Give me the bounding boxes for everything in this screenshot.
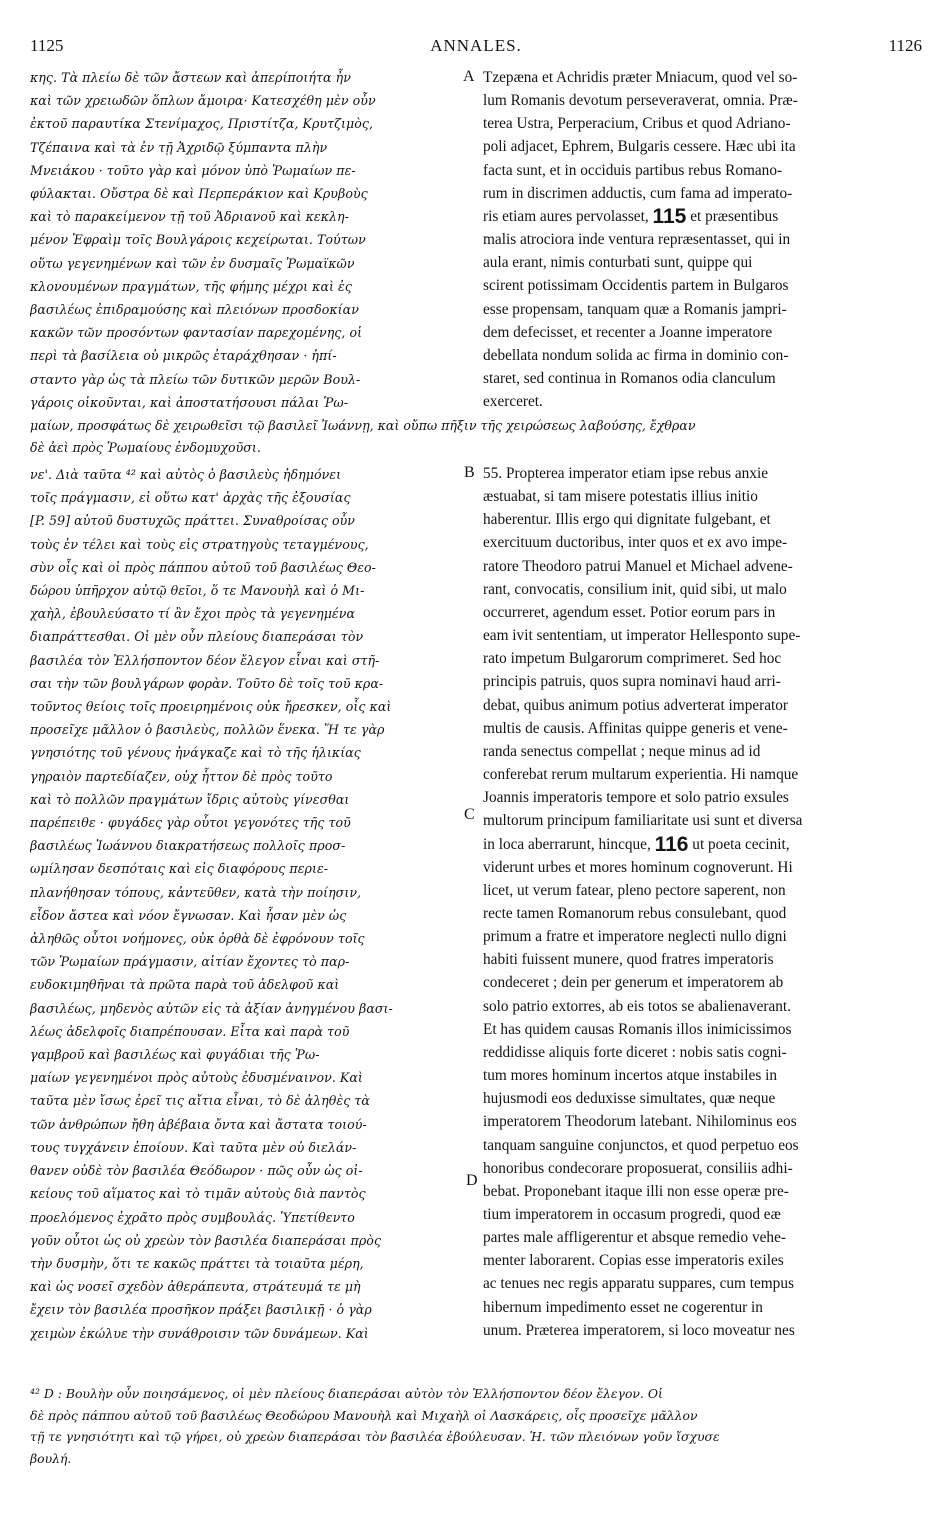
greek-text-line: σαι τὴν τῶν βουλγάρων φορὰν. Τοῦτο δὲ τοῖς τοῦ κρα- [30,675,384,691]
page-number-right: 1126 [888,36,922,55]
latin-text-line: debat, quibus animum potius adverterat imperator [483,696,789,714]
latin-text-line: poli adjacet, Ephrem, Bulgaris cessere. Hæc ubi ita [483,138,796,156]
latin-text-line: principis patruis, quos supra nominavi haud arri- [483,673,781,691]
latin-text-line: habiti fuissent munere, quod fratres imperatoris [483,951,774,969]
latin-text-line: unum. Præterea imperatorem, si loco moveatur nes [483,1321,795,1339]
margin-letter-c: C [464,806,475,823]
footnote-line: τῇ τε γνησιότητι καὶ τῷ γήρει, οὐ χρεὼν διαπεράσαι τὸν βασιλέα ἐβούλευσαν. Ἡ. τῶν πλειόνων γοῦν ἴσχυσε [30,1429,720,1444]
latin-text-line: recte tamen Romanorum rebus consulebant, quod [483,904,787,922]
latin-text-line: Tzepæna et Achridis præter Mniacum, quod vel so- [483,69,798,86]
footnote-line: δὲ πρὸς πάππου αὐτοῦ τοῦ βασιλέως Θεοδώρου Μανουὴλ καὶ Μιχαὴλ οἱ Λασκάρεις, οἷς προσεῖχε μᾶλλον [30,1407,698,1423]
greek-text-line: βασιλέα τὸν Ἑλλήσποντον δέον ἔλεγον εἶναι καὶ στῆ- [30,652,380,668]
greek-text-line: χαὴλ, ἐβουλεύσατο τί ἂν ἔχοι πρὸς τὰ γεγενημένα [30,606,355,622]
greek-text-line: ἔχειν τὸν βασιλέα προσῆκον πράξει βασιλικῇ · ὁ γὰρ [30,1302,372,1318]
latin-text-line: malis atrociora inde ventura repræsentasset, qui in [483,231,791,249]
greek-text-line: οὕτω γεγενημένων καὶ τῶν ἐν δυσμαῖς Ῥωμαϊκῶν [30,255,355,271]
edition-page-number: 116 [654,832,689,856]
latin-text-line: aula erant, nimis conturbati sunt, quippe qui [483,254,753,272]
latin-text-line: Et has quidem causas Romanis illos inimicissimos [483,1020,792,1038]
greek-text-line: φύλακται. Οὔστρα δὲ καὶ Περπεράκιον καὶ Κρυβοὺς [30,186,368,202]
greek-text-line: παρέπειθε · φυγάδες γὰρ οὗτοι γεγονότες τῆς τοῦ [30,815,351,831]
latin-text-line: haberentur. Illis ergo qui dignitate fulgebant, et [483,511,771,529]
latin-text-line: debellata nondum solida ac firma in dominio con- [483,346,789,364]
latin-text-line: terea Ustra, Perperacium, Cribus et quod Adriano- [483,115,791,133]
greek-text-line: μαίων γεγενημένοι πρὸς αὐτοὺς ἐδυσμέναινον. Καὶ [30,1070,363,1086]
latin-text-line: eam ivit sententiam, ut imperator Hellesponto supe- [483,627,801,645]
latin-text-line: rum in discrimen adductis, cum fama ad imperato- [483,184,793,202]
latin-column-bottom [483,462,923,1342]
latin-text-line: exercituum ductoribus, inter quos et ex avo impe- [483,534,788,552]
latin-text-line [483,833,923,856]
latin-text-line: imperatorem Theodorum latebant. Nihilominus eos [483,1113,797,1131]
footnote [30,1383,922,1469]
greek-text-line: κης. Τὰ πλείω δὲ τῶν ἄστεων καὶ ἀπερίποιήτα ἦν [30,70,351,85]
greek-text-line: βασιλέως Ἰωάννου διακρατήσεως πολλοῖς προσ- [30,838,346,854]
greek-text-line: εἶδον ἄστεα καὶ νόον ἔγνωσαν. Καὶ ἦσαν μὲν ὡς [30,907,347,923]
greek-text-line: τῶν ἀνθρώπων ἤθη ἀβέβαια ὄντα καὶ ἄστατα τοιού- [30,1116,367,1132]
page-number-left: 1125 [30,36,64,55]
latin-text-line: tum mores hominum incertos atque instabiles in [483,1067,777,1085]
latin-text-line: rato impetum Bulgarorum comprimeret. Sed hoc [483,650,782,668]
latin-text-line: hujusmodi eos deduxisse simultates, quæ neque [483,1090,776,1108]
latin-text-line: multis de causis. Affinitas quippe generis et vene- [483,719,788,737]
greek-spanning-line: δὲ ἀεὶ πρὸς Ῥωμαίους ἐνδομυχοῦσι. [30,440,261,455]
greek-text-line: γάροις οἰκοῦνται, καὶ ἀποστατήσουσι πάλαι Ῥω- [30,394,349,410]
latin-text-line: reddidisse aliquis forte diceret : nobis satis cogni- [483,1043,787,1061]
latin-text-line: Joannis imperatoris tempore et solo patrio exsules [483,789,789,807]
greek-text-line: θανεν οὐδὲ τὸν βασιλέα Θεόδωρον · πῶς οὖν ὡς οἰ- [30,1163,363,1179]
greek-text-line: μένον Ἐφραὶμ τοῖς Βουλγάροις κεχείρωται. Τούτων [30,232,366,248]
latin-text-line: tanquam sanguine conjunctos, et quod perpetuo eos [483,1136,799,1154]
footnote-line: βουλή. [30,1450,72,1466]
latin-text-line: tium imperatorem in occasum progredi, quod eæ [483,1206,781,1223]
greek-text-line: Μνειάκου · τοῦτο γὰρ καὶ μόνον ὑπὸ Ῥωμαίων πε- [30,162,356,178]
greek-text-line: ἐκτοῦ παραυτίκα Στενίμαχος, Πριστίτζα, Κρυτζιμὸς, [30,116,374,132]
margin-letter-d: D [466,1172,478,1189]
greek-text-line: καὶ τὸ πολλῶν πραγμάτων ἴδρις αὐτοὺς γίνεσθαι [30,791,350,807]
greek-column-bottom [30,463,474,1345]
latin-text-line: menter laborarent. Copias esse imperatoris exiles [483,1252,784,1270]
latin-text-line: solo patrio extorres, ab eis totos se abalienaverant. [483,997,791,1015]
latin-text-line: lum Romanis devotum perseveraverat, omnia. Præ- [483,92,798,110]
latin-text-line: occurreret, agendum esset. Potior eorum pars in [483,603,776,621]
greek-text-line: περὶ τὰ βασίλεια οὐ μικρῶς ἐταράχθησαν · ἠπί- [30,348,337,364]
latin-text-line: viderunt urbes et mores hominum cognoverunt. Hi [483,858,793,876]
greek-text-line: γνησιότης τοῦ γένους ἠνάγκαζε καὶ τὸ τῆς ἡλικίας [30,745,361,761]
greek-text-line: γηραιὸν παρτεδίαζεν, οὐχ ἧττον δὲ πρὸς τοῦτο [30,768,333,784]
latin-text-line: ratore Theodoro patrui Manuel et Michael advene- [483,557,793,575]
greek-text-line: χειμὼν ἐκώλυε τὴν συνάθροισιν τῶν δυνάμεων. Καὶ [30,1325,369,1341]
greek-text-line: ωμίλησαν δεσπόταις καὶ εἰς διαφόρους περιε- [30,861,329,877]
greek-text-line: κλονουμένων πραγμάτων, τῆς φήμης μέχρι καὶ ἐς [30,278,352,294]
latin-text-line-text: et præsentibus [686,207,779,225]
latin-text-line-text: ut poeta cecinit, [688,835,790,853]
greek-text-line: λέως ἀδελφοῖς διαπρέπουσαν. Εἶτα καὶ παρὰ τοῦ [30,1023,350,1039]
latin-text-line: randa senectus compellat ; neque minus ad id [483,742,761,760]
margin-letter-b: B [464,464,475,481]
greek-text-line: γοῦν οὗτοι ὡς οὐ χρεὼν τὸν βασιλέα διαπεράσαι πρὸς [30,1232,382,1248]
greek-text-line: σταντο γὰρ ὡς τὰ πλείω τῶν δυτικῶν μερῶν Βουλ- [30,371,361,387]
latin-text-line: honoribus condecorare proposuerat, consiliis adhi- [483,1159,793,1177]
greek-text-line: προσεῖχε μᾶλλον ὁ βασιλεὺς, πολλῶν ἕνεκα. Ἥ τε γὰρ [30,722,385,738]
greek-column-top [30,66,474,414]
latin-text-line: conferebat rerum multarum experientia. Hi namque [483,766,799,784]
latin-text-line: staret, sed continua in Romanos odia clanculum [483,370,776,388]
latin-text-line-text: in loca aberrarunt, hincque, [483,835,655,853]
latin-column-top [483,66,923,413]
latin-text-line: bebat. Proponebant itaque illi non esse operæ pre- [483,1182,789,1200]
latin-text-line: licet, ut verum fatear, pleno pectore saperent, non [483,881,786,899]
greek-text-line: Τζέπαινα καὶ τὰ ἐν τῇ Ἀχριδῷ ξύμπαντα πλὴν [30,139,328,155]
latin-text-line: primum a fratre et imperatore neglecti nullo digni [483,928,787,946]
greek-text-line: πλανήθησαν τόπους, κἀντεῦθεν, κατὰ τὴν ποίησιν, [30,884,362,900]
latin-text-line: dem defecisset, et recenter a Joanne imperatore [483,323,773,341]
latin-text-line: esse propensam, tanquam quæ a Romanis jampri- [483,300,787,318]
running-header [30,36,922,60]
greek-text-line: [P. 59] αὐτοῦ δυστυχῶς πράττει. Συναθροίσας οὖν [30,513,356,529]
latin-text-line: rant, convocatis, consilium init, quid sibi, ut malo [483,580,787,598]
latin-text-line-text: ris etiam aures pervolasset, [483,207,653,225]
greek-text-line: νε'. Διὰ ταῦτα ⁴² καὶ αὐτὸς ὁ βασιλεὺς ἠδημόνει [30,467,342,482]
greek-text-line: ταῦτα μὲν ἴσως ἐρεῖ τις αἴτια εἶναι, τὸ δὲ ἀληθὲς τὰ [30,1093,370,1109]
greek-text-line: βασιλέως, μηδενὸς αὐτῶν εἰς τὰ ἀξίαν ἀνηγμένου βασι- [30,1000,393,1016]
greek-text-line: τὴν δυσμὴν, ὅτι τε κακῶς πράττει τὰ τοιαῦτα μέρη, [30,1255,364,1271]
greek-text-line: τοῖς πράγμασιν, εἰ οὕτω κατ' ἀρχὰς τῆς ἐξουσίας [30,490,351,506]
greek-text-line: τοῦντος θείοις τοῖς προειρημένοις οὐκ ἤρεσκεν, οἷς καὶ [30,699,392,715]
greek-text-line: κείους τοῦ αἵματος καὶ τὸ τιμᾶν αὐτοὺς διὰ παντὸς [30,1186,366,1202]
greek-text-line: κακῶν τῶν προσόντων φαντασίαν παρεχομένης, οἱ [30,325,363,341]
greek-text-line: προελόμενος ἐχρᾶτο πρὸς συμβουλάς. Ὑπετίθεντο [30,1209,355,1225]
running-title: ANNALES. [430,36,522,55]
greek-text-line: καὶ ὡς νοσεῖ σχεδὸν ἀθεράπευτα, στράτευμά τε μὴ [30,1279,361,1295]
latin-text-line: hibernum impedimento esset ne cogerentur in [483,1298,763,1316]
latin-text-line: ac tenues nec regis apparatu suppares, cum tempus [483,1275,794,1293]
footnote-line: ⁴² D : Βουλὴν οὖν ποιησάμενος, οἱ μὲν πλείους διαπεράσαι αὐτὸν τὸν Ἑλλήσποντον δέον ἔλεγον. Οἱ [30,1386,663,1401]
edition-page-number: 115 [652,204,687,228]
margin-letter-a: A [463,68,475,85]
latin-text-line: condeceret ; dein per generum et imperatorem ab [483,974,784,992]
greek-text-line: καὶ τὸ παρακείμενον τῇ τοῦ Ἀδριανοῦ καὶ κεκλη- [30,209,349,225]
greek-text-line: ευδοκιμηθῆναι τὰ πρῶτα παρὰ τοῦ ἀδελφοῦ καὶ [30,977,340,993]
greek-text-line: τους τυγχάνειν ἐποίουν. Καὶ ταῦτα μὲν οὐ διελάν- [30,1139,357,1155]
greek-text-line: σὺν οἷς καὶ οἱ πρὸς πάππου αὐτοῦ τοῦ βασιλέως Θεο- [30,559,376,575]
greek-text-line: καὶ τῶν χρειωδῶν ὅπλων ἄμοιρα· Κατεσχέθη μὲν οὖν [30,93,376,109]
greek-text-line: γαμβροῦ καὶ βασιλέως καὶ φυγάδιαι τῆς Ῥω- [30,1047,320,1063]
greek-spanning-line: μαίων, προσφάτως δὲ χειρωθεῖσι τῷ βασιλεῖ Ἰωάννῃ, καὶ οὔπω πῆξιν τῆς χειρώσεως λαβούσης, ἔχθραν [30,418,696,433]
greek-text-line: διαπράττεσθαι. Οἱ μὲν οὖν πλείους διαπεράσαι τὸν [30,629,364,645]
greek-text-line: δώρου ὑπῆρχον αὐτῷ θεῖοι, ὅ τε Μανουὴλ καὶ ὁ Μι- [30,583,365,599]
latin-text-line: 55. Propterea imperator etiam ipse rebus anxie [483,465,769,482]
latin-text-line: scirent potissimam Occidentis partem in Bulgaros [483,277,789,295]
greek-text-line: βασιλέως ἐπιδραμούσης καὶ πλειόνων προσδοκίαν [30,302,359,318]
latin-text-line: exerceret. [483,393,543,411]
latin-text-line: partes male affligerentur et absque remedio vehe- [483,1229,786,1247]
latin-text-line: æstuabat, si tam misere potestatis illius initio [483,488,758,506]
latin-text-line: facta sunt, et in occiduis partibus rebus Romano- [483,161,783,179]
latin-text-line [483,205,923,228]
latin-text-line: multorum principum familiaritate usi sunt et diversa [483,812,803,830]
greek-text-line: τῶν Ῥωμαίων πράγμασιν, αἰτίαν ἔχοντες τὸ παρ- [30,954,350,970]
greek-text-line: ἀληθῶς οὗτοι νοήμονες, οὐκ ὀρθὰ δὲ ἐφρόνουν τοῖς [30,931,365,947]
greek-text-line: τοὺς ἐν τέλει καὶ τοὺς εἰς στρατηγοὺς τεταγμένους, [30,536,369,552]
